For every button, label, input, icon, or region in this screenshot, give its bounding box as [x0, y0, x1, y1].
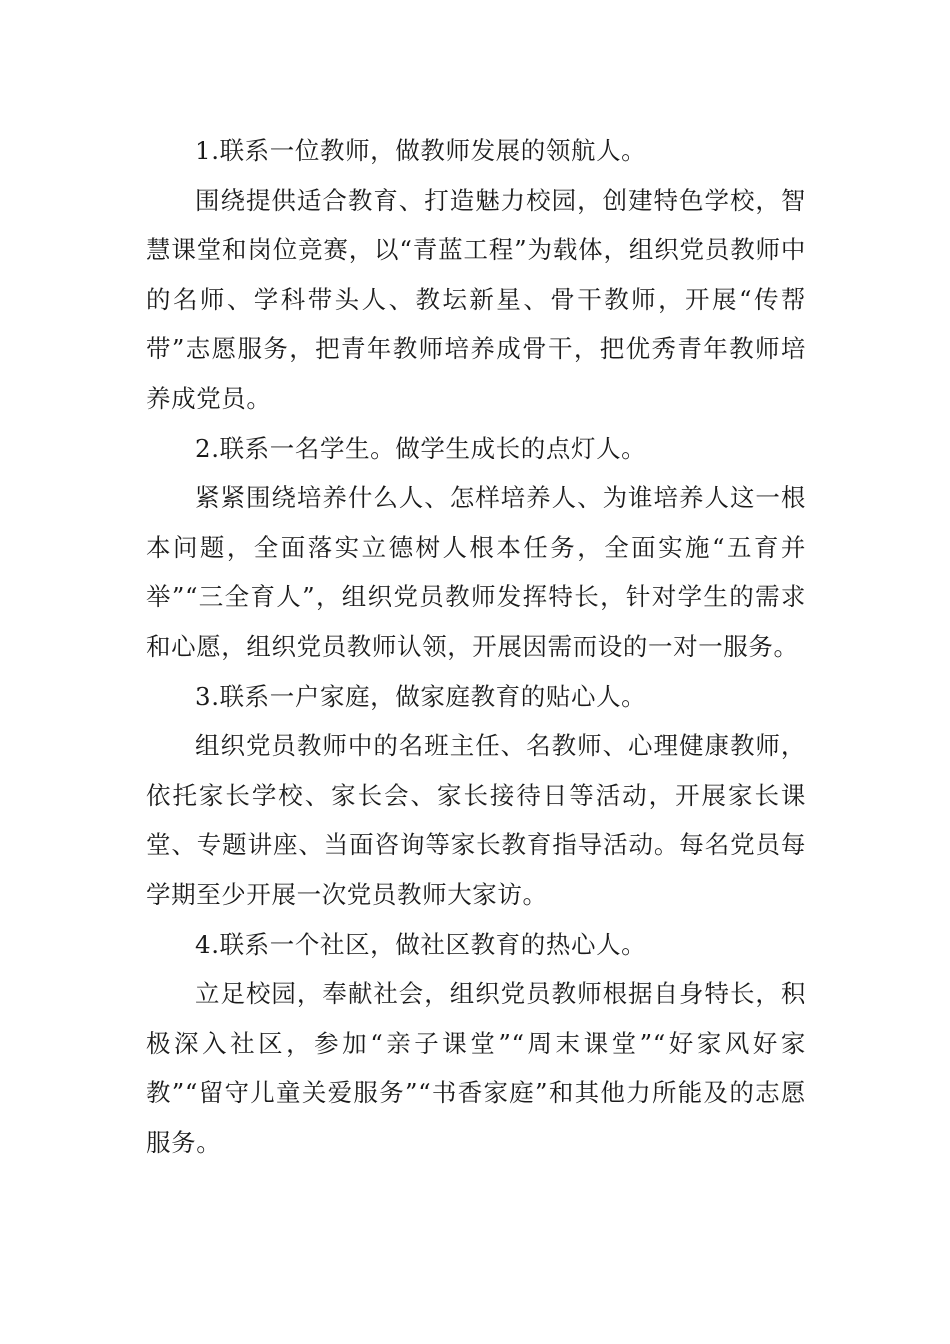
heading-student-link: 2.联系一名学生。做学生成长的点灯人。 — [195, 433, 647, 463]
paragraph-teacher-link: 围绕提供适合教育、打造魅力校园，创建特色学校，智慧课堂和岗位竞赛，以“青蓝工程”为载体，组织党员教师中的名师、学科带头人、教坛新星、骨干教师，开展“传帮带”志愿服务，把青年教师培养成骨干，把优秀青年教师培养成党员。 — [146, 185, 806, 413]
document-body — [146, 126, 806, 1167]
paragraph-community-link: 立足校园，奉献社会，组织党员教师根据自身特长，积极深入社区，参加“亲子课堂”“周末课堂”“好家风好家教”“留守儿童关爱服务”“书香家庭”和其他力所能及的志愿服务。 — [146, 979, 806, 1157]
heading-teacher-link: 1.联系一位教师，做教师发展的领航人。 — [195, 136, 647, 165]
paragraph-student-link: 紧紧围绕培养什么人、怎样培养人、为谁培养人这一根本问题，全面落实立德树人根本任务，全面实施“五育并举”“三全育人”，组织党员教师发挥特长，针对学生的需求和心愿，组织党员教师认领，开展因需而设的一对一服务。 — [146, 483, 806, 661]
heading-community-link: 4.联系一个社区，做社区教育的热心人。 — [195, 929, 647, 959]
heading-family-link: 3.联系一户家庭，做家庭教育的贴心人。 — [195, 681, 647, 711]
paragraph-family-link: 组织党员教师中的名班主任、名教师、心理健康教师，依托家长学校、家长会、家长接待日等活动，开展家长课堂、专题讲座、当面咨询等家长教育指导活动。每名党员每学期至少开展一次党员教师大家访。 — [146, 731, 806, 909]
